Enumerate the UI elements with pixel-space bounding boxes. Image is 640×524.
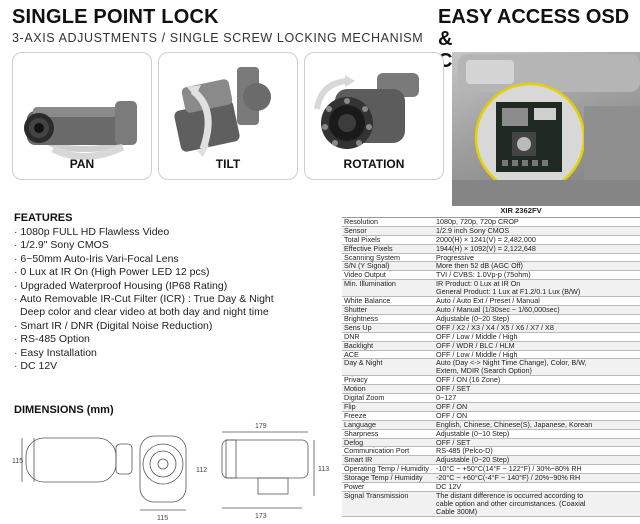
spec-value: 0~127 <box>434 394 640 403</box>
spec-key: ACE <box>342 350 434 359</box>
spec-value: 1080p, 720p, 720p CROP <box>434 217 640 226</box>
spec-value: English, Chinese, Chinese(S), Japanese, Korean <box>434 420 640 429</box>
spec-row <box>342 492 640 517</box>
side-height-label: 115 <box>12 458 24 465</box>
pan-panel <box>12 52 152 180</box>
spec-value: OFF / ON <box>434 411 640 420</box>
top-width-label: 179 <box>255 423 267 430</box>
feature-item: Deep color and clear video at both day and night time <box>20 306 269 319</box>
spec-value: OFF / Low / Middle / High <box>434 332 640 341</box>
profile-view <box>222 432 314 508</box>
spec-key: Video Output <box>342 271 434 280</box>
spec-key: Smart IR <box>342 456 434 465</box>
front-width-label: 115 <box>157 515 169 522</box>
spec-row <box>342 244 640 253</box>
feature-item: · RS-485 Option <box>14 333 90 346</box>
spec-value: -20°C ~ +60°C(-4°F ~ 140°F) / 20%~90% RH <box>434 474 640 483</box>
spec-value: Progressive <box>434 253 640 262</box>
spec-key: Digital Zoom <box>342 394 434 403</box>
spec-key: Storage Temp / Humidity <box>342 474 434 483</box>
spec-key: Motion <box>342 385 434 394</box>
spec-key: Brightness <box>342 314 434 323</box>
page-subtitle: 3-AXIS ADJUSTMENTS / SINGLE SCREW LOCKING MECHANISM <box>12 31 424 45</box>
tilt-panel <box>158 52 298 180</box>
pan-label: PAN <box>69 157 95 171</box>
spec-model: XIR 2362FV <box>342 206 640 217</box>
spec-key: White Balance <box>342 297 434 306</box>
spec-row <box>342 376 640 385</box>
feature-item: · Auto Removable IR-Cut Filter (ICR) : True Day & Night <box>14 293 274 306</box>
spec-key: Scanning System <box>342 253 434 262</box>
spec-value: OFF / WDR / BLC / HLM <box>434 341 640 350</box>
right-height-label: 113 <box>318 466 330 473</box>
spec-value: 1944(H) × 1092(V) = 2,122,648 <box>434 244 640 253</box>
spec-value: 2000(H) × 1241(V) = 2,482,000 <box>434 235 640 244</box>
spec-row <box>342 235 640 244</box>
spec-value: OFF / SET <box>434 385 640 394</box>
spec-value: Auto / Manual (1/30sec ~ 1/60,000sec) <box>434 305 640 314</box>
spec-value: The distant difference is occurred according to cable option and other circumstances. (Coaxial Cable 300M) <box>434 492 640 517</box>
spec-value: Auto (Day <-> Night Time Change), Color, B/W, Extern, MDIR (Search Option) <box>434 359 640 376</box>
spec-value: OFF / X2 / X3 / X4 / X5 / X6 / X7 / X8 <box>434 323 640 332</box>
osd-board-image <box>452 52 640 214</box>
rotation-label: ROTATION <box>343 157 405 171</box>
spec-value: More then 52 dB (AGC Off) <box>434 262 640 271</box>
spec-key: Day & Night <box>342 359 434 376</box>
spec-key: Resolution <box>342 217 434 226</box>
feature-item: · 0 Lux at IR On (High Power LED 12 pcs) <box>14 266 210 279</box>
spec-value: Adjustable (0~20 Step) <box>434 314 640 323</box>
feature-item: · Smart IR / DNR (Digital Noise Reduction) <box>14 319 213 332</box>
feature-item: · Upgraded Waterproof Housing (IP68 Rating) <box>14 279 228 292</box>
spec-row <box>342 385 640 394</box>
osd-title-line1: EASY ACCESS OSD & <box>438 6 630 50</box>
spec-key: Sharpness <box>342 429 434 438</box>
page-title: SINGLE POINT LOCK <box>12 6 219 28</box>
spec-table <box>342 206 640 517</box>
spec-key: Min. Illumination <box>342 280 434 297</box>
spec-row <box>342 474 640 483</box>
spec-key: Operating Temp / Humidity <box>342 465 434 474</box>
spec-value: OFF / ON <box>434 402 640 411</box>
feature-item: · 1/2.9" Sony CMOS <box>14 239 109 252</box>
rotation-panel <box>304 52 444 180</box>
spec-value: OFF / SET <box>434 438 640 447</box>
spec-key: Shutter <box>342 305 434 314</box>
dimensions-drawing <box>0 416 340 524</box>
spec-key: Privacy <box>342 376 434 385</box>
spec-key: Sensor <box>342 226 434 235</box>
dimensions-heading: DIMENSIONS (mm) <box>14 404 114 416</box>
spec-key: Freeze <box>342 411 434 420</box>
spec-value: DC 12V <box>434 483 640 492</box>
spec-body <box>342 217 640 516</box>
spec-key: Total Pixels <box>342 235 434 244</box>
spec-key: Language <box>342 420 434 429</box>
spec-key: Backlight <box>342 341 434 350</box>
front-view <box>140 436 186 510</box>
spec-row <box>342 280 640 297</box>
spec-key: Power <box>342 483 434 492</box>
feature-item: · DC 12V <box>14 360 58 373</box>
spec-key: DNR <box>342 332 434 341</box>
spec-value: RS-485 (Pelco-D) <box>434 447 640 456</box>
features-heading: FEATURES <box>14 212 73 224</box>
spec-key: Signal Transmission <box>342 492 434 517</box>
tilt-label: TILT <box>215 157 241 171</box>
spec-key: S/N (Y Signal) <box>342 262 434 271</box>
spec-key: Communication Port <box>342 447 434 456</box>
spec-row <box>342 341 640 350</box>
bottom-width-label: 173 <box>255 513 267 520</box>
spec-value: OFF / Low / Middle / High <box>434 350 640 359</box>
feature-item: · 1080p FULL HD Flawless Video <box>14 226 170 238</box>
spec-row <box>342 332 640 341</box>
spec-key: Flip <box>342 402 434 411</box>
spec-value: -10°C ~ +50°C(14°F ~ 122°F) / 30%~80% RH <box>434 465 640 474</box>
spec-row <box>342 394 640 403</box>
side-view <box>22 438 132 482</box>
spec-key: Defog <box>342 438 434 447</box>
feature-item: · 6~50mm Auto-Iris Vari-Focal Lens <box>14 252 179 265</box>
spec-row <box>342 420 640 429</box>
spec-row <box>342 226 640 235</box>
spec-row <box>342 402 640 411</box>
spec-row <box>342 217 640 226</box>
spec-row <box>342 359 640 376</box>
spec-row <box>342 314 640 323</box>
spec-key: Sens Up <box>342 323 434 332</box>
front-height-label: 112 <box>196 467 208 474</box>
spec-row <box>342 429 640 438</box>
spec-value: Adjustable (0~20 Step) <box>434 456 640 465</box>
spec-value: Adjustable (0~10 Step) <box>434 429 640 438</box>
features-list <box>14 226 334 373</box>
spec-value: 1/2.9 inch Sony CMOS <box>434 226 640 235</box>
spec-value: OFF / ON (16 Zone) <box>434 376 640 385</box>
spec-value: IR Product: 0 Lux at IR On General Product: 1 Lux at F1.2/0.1 Lux (B/W) <box>434 280 640 297</box>
spec-row <box>342 323 640 332</box>
spec-row <box>342 411 640 420</box>
feature-item: · Easy Installation <box>14 346 97 359</box>
spec-key: Effective Pixels <box>342 244 434 253</box>
spec-value: TVI / CVBS: 1.0Vp-p (75ohm) <box>434 271 640 280</box>
spec-value: Auto / Auto Ext / Preset / Manual <box>434 297 640 306</box>
